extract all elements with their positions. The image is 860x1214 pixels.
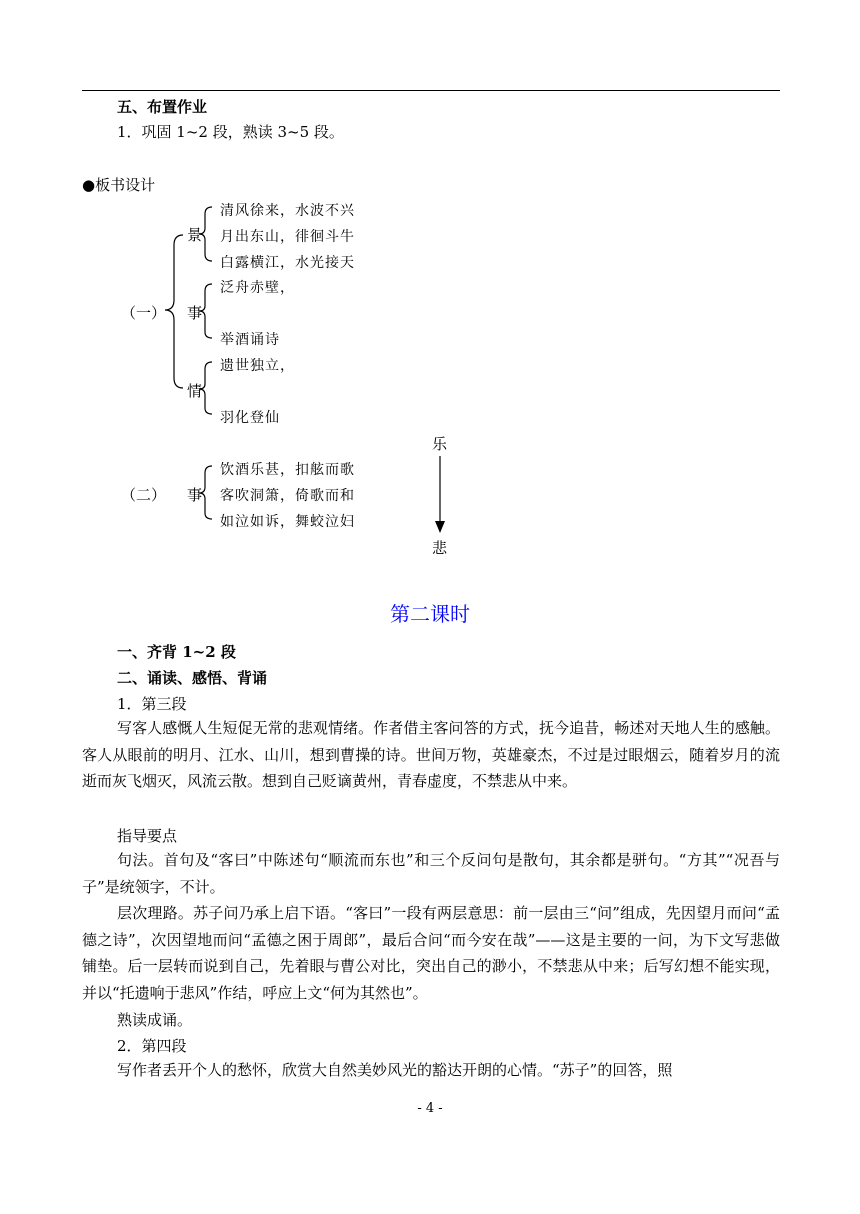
brace-part1 — [165, 235, 183, 388]
board-brackets — [0, 0, 860, 600]
shi2-label: 事 — [187, 486, 203, 504]
arrow-top-label: 乐 — [432, 435, 448, 453]
shi2-line-2: 客吹洞箫，倚歌而和 — [220, 488, 355, 504]
qing-line-2: 羽化登仙 — [220, 410, 280, 426]
jing-line-1: 清风徐来，水波不兴 — [220, 203, 355, 219]
jing-label: 景 — [187, 226, 203, 244]
shi-label: 事 — [187, 304, 203, 322]
jing-line-2: 月出东山，徘徊斗牛 — [220, 229, 355, 245]
shi2-line-3: 如泣如诉，舞蛟泣妇 — [220, 514, 355, 530]
qing-line-1: 遗世独立， — [220, 358, 295, 374]
board-design-title: ●板书设计 — [82, 176, 156, 194]
lesson2-heading-2: 二、诵读、感悟、背诵 — [117, 669, 268, 687]
qing-label: 情 — [187, 382, 203, 400]
shi-line-2: 举酒诵诗 — [220, 332, 280, 348]
section-4-heading: 2．第四段 — [117, 1037, 187, 1055]
lesson2-heading-1: 一、齐背 1~2 段 — [117, 643, 236, 661]
shi2-line-1: 饮酒乐甚，扣舷而歌 — [220, 462, 355, 478]
lesson-title: 第二课时 — [390, 602, 470, 626]
homework-item-1: 1．巩固 1~2 段，熟读 3~5 段。 — [117, 123, 344, 141]
section-heading-homework: 五、布置作业 — [117, 98, 208, 116]
arrow-head — [435, 521, 445, 533]
part1-label: （一） — [121, 304, 167, 322]
recite-note: 熟读成诵。 — [117, 1011, 193, 1029]
shi-line-1: 泛舟赤壁， — [220, 280, 295, 296]
section-3-heading: 1．第三段 — [117, 695, 187, 713]
arrow-bottom-label: 悲 — [432, 539, 448, 557]
paragraph-section-3: 写客人感慨人生短促无常的悲观情绪。作者借主客问答的方式，抚今追昔，畅述对天地人生的感触。客人从眼前的明月、江水、山川，想到曹操的诗。世间万物，英雄豪杰，不过是过眼烟云，随着岁月的流逝而灰飞烟灭，风流云散。想到自己贬谪黄州，青春虚度，不禁悲从中来。 — [82, 719, 780, 790]
part2-label: （二） — [121, 486, 167, 504]
guide-points-heading: 指导要点 — [117, 827, 178, 845]
paragraph-section-4: 写作者丢开个人的愁怀，欣赏大自然美妙风光的豁达开朗的心情。“苏子”的回答，照 — [117, 1061, 673, 1079]
paragraph-syntax: 句法。首句及“客曰”中陈述句“顺流而东也”和三个反问句是散句，其余都是骈句。“方其”“况吾与子”是统领字，不计。 — [82, 851, 780, 896]
page-number: - 4 - — [417, 1101, 443, 1116]
paragraph-structure: 层次理路。苏子问乃承上启下语。“客曰”一段有两层意思：前一层由三“问”组成，先因望月而问“孟德之诗”，次因望地而问“孟德之困于周郎”，最后合问“而今安在哉”——这是主要的一问，为下文写悲做铺垫。后一层转而说到自己，先着眼与曹公对比，突出自己的渺小，不禁悲从中来；后写幻想不能实现，并以“托遗响于悲风”作结，呼应上文“何为其然也”。 — [82, 904, 780, 1002]
jing-line-3: 白露横江，水光接天 — [220, 255, 355, 271]
